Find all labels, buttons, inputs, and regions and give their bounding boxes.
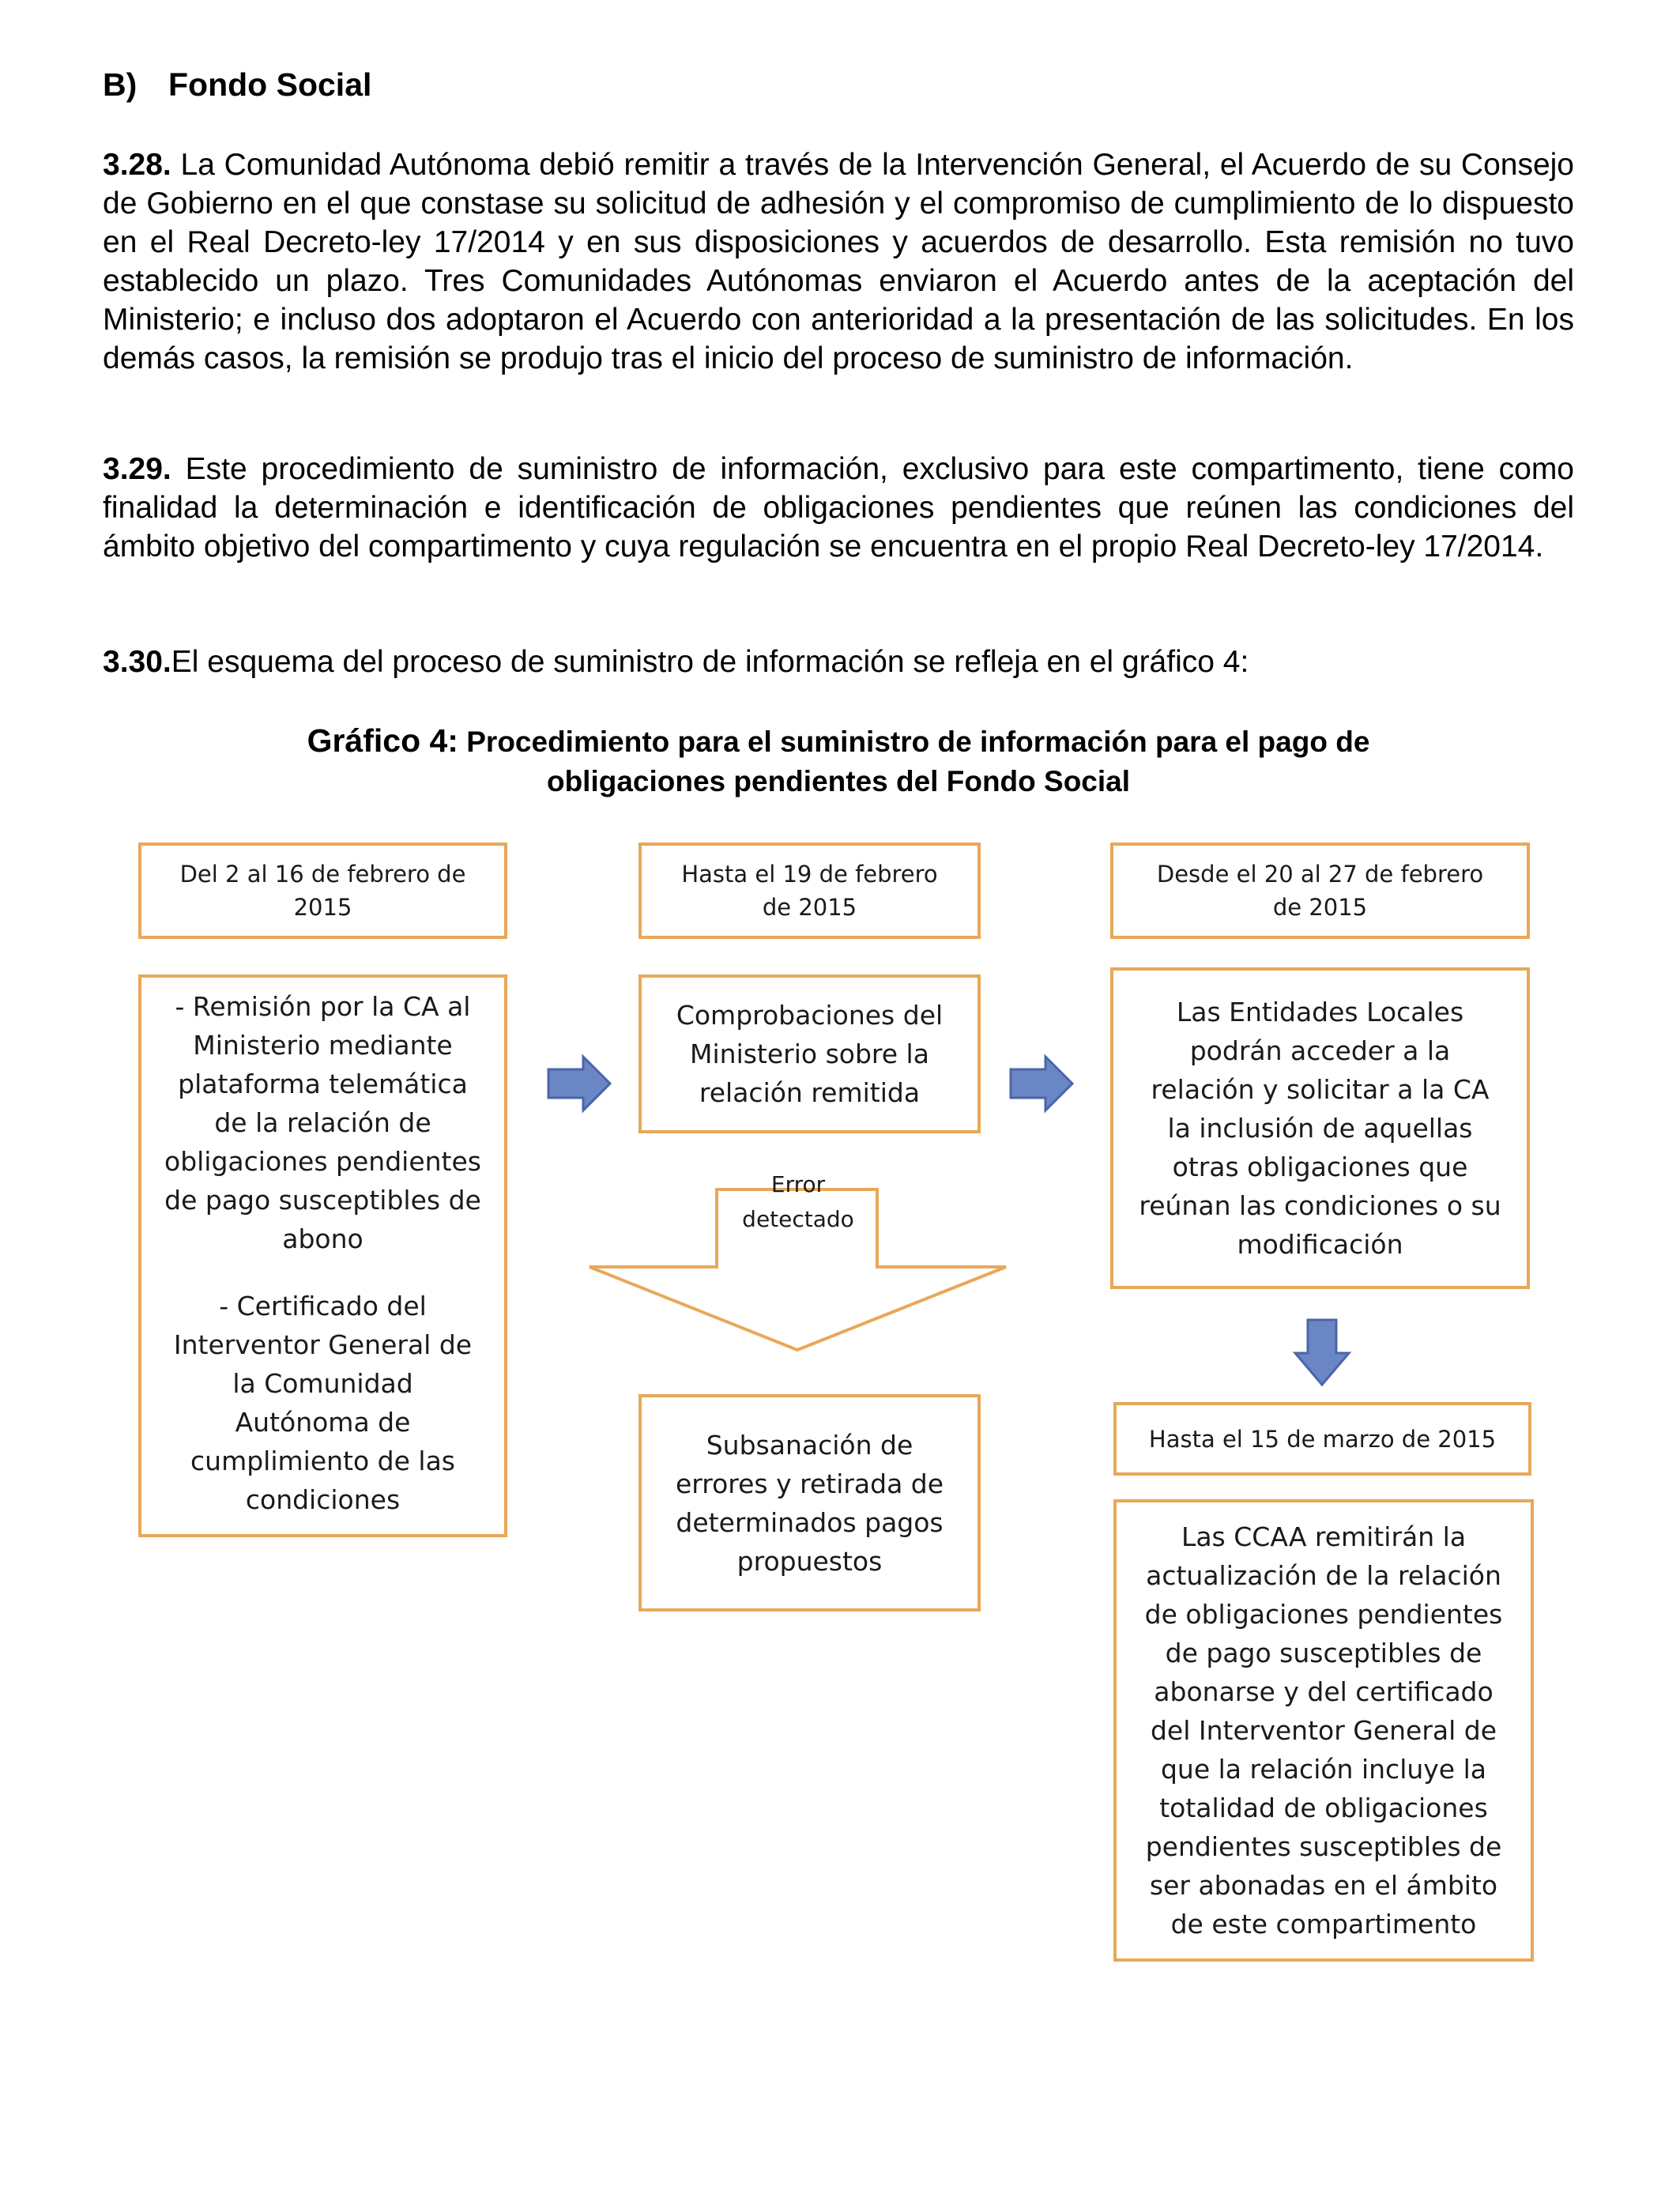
step-box-entidades-locales xyxy=(1110,967,1530,1289)
step-text-actualizacion: Las CCAA remitirán la actualización de la relación de obligaciones pendientes de pago susceptibles de abonarse y del certificado del Interventor General de que la relación incluye la totalidad de obligaciones pendientes susceptibles de ser abonadas en el ámbito de este compartimento xyxy=(1144,1521,1503,1940)
figure-title xyxy=(103,721,1574,801)
paragraph-number: 3.28. xyxy=(103,148,171,182)
step-text-entidades-locales: Las Entidades Locales podrán acceder a la relación y solicitar a la CA la inclusión de aquellas otras obligaciones que reúnan las condiciones o su modificación xyxy=(1139,997,1501,1260)
step-box-comprobaciones xyxy=(638,974,981,1133)
paragraph-number: 3.30. xyxy=(103,645,171,679)
date-box-march-15 xyxy=(1113,1402,1531,1476)
date-text: Desde el 20 al 27 de febrero de 2015 xyxy=(1156,861,1484,921)
section-title: Fondo Social xyxy=(168,66,372,103)
figure-title-line1: Procedimiento para el suministro de información para el pago de xyxy=(458,726,1370,758)
date-text: Hasta el 15 de marzo de 2015 xyxy=(1148,1425,1497,1453)
right-arrow-icon xyxy=(1009,1055,1074,1112)
error-detected-label: Error detectado xyxy=(742,1171,854,1232)
paragraph-3-28 xyxy=(103,145,1574,378)
section-heading xyxy=(103,66,371,104)
paragraph-3-30 xyxy=(103,643,1574,681)
date-box-feb-2-16 xyxy=(138,843,507,939)
date-text: Hasta el 19 de febrero de 2015 xyxy=(681,861,938,921)
step-text-remision: - Remisión por la CA al Ministerio mediante plataforma telemática de la relación de obligaciones pendientes de pago susceptibles de abono xyxy=(164,991,481,1254)
date-box-feb-19 xyxy=(638,843,981,939)
step-text-subsanacion: Subsanación de errores y retirada de determinados pagos propuestos xyxy=(675,1429,944,1577)
figure-label: Gráfico 4: xyxy=(307,722,458,759)
paragraph-text: El esquema del proceso de suministro de información se refleja en el gráfico 4: xyxy=(171,645,1249,679)
down-arrow-icon xyxy=(1294,1318,1350,1386)
right-arrow-icon xyxy=(547,1055,612,1112)
step-text-comprobaciones: Comprobaciones del Ministerio sobre la relación remitida xyxy=(676,1000,944,1108)
step-box-actualizacion xyxy=(1113,1499,1534,1962)
paragraph-text: La Comunidad Autónoma debió remitir a través de la Intervención General, el Acuerdo de su Consejo de Gobierno en el que constase su solicitud de adhesión y el compromiso de cumplimiento de lo dispuesto en el Real Decreto-ley 17/2014 y en sus disposiciones y acuerdos de desarrollo. Esta remisión no tuvo establecido un plazo. Tres Comunidades Autónomas enviaron el Acuerdo antes de la aceptación del Ministerio; e incluso dos adoptaron el Acuerdo con anterioridad a la presentación de las solicitudes. En los demás casos, la remisión se produjo tras el inicio del proceso de suministro de información. xyxy=(103,148,1574,375)
paragraph-text: Este procedimiento de suministro de información, exclusivo para este compartimento, tiene como finalidad la determinación e identificación de obligaciones pendientes que reúnen las condiciones del ámbito objetivo del compartimento y cuya regulación se encuentra en el propio Real Decreto-ley 17/2014. xyxy=(103,452,1574,564)
date-text: Del 2 al 16 de febrero de 2015 xyxy=(179,861,466,921)
step-text-certificado: - Certificado del Interventor General de la Comunidad Autónoma de cumplimiento de las condiciones xyxy=(173,1291,473,1515)
figure-title-line2: obligaciones pendientes del Fondo Social xyxy=(546,765,1131,797)
section-letter: B) xyxy=(103,66,137,103)
paragraph-3-29 xyxy=(103,450,1574,566)
step-box-subsanacion xyxy=(638,1394,981,1612)
step-box-remision xyxy=(138,974,507,1537)
date-box-feb-20-27 xyxy=(1110,843,1530,939)
paragraph-number: 3.29. xyxy=(103,452,171,486)
